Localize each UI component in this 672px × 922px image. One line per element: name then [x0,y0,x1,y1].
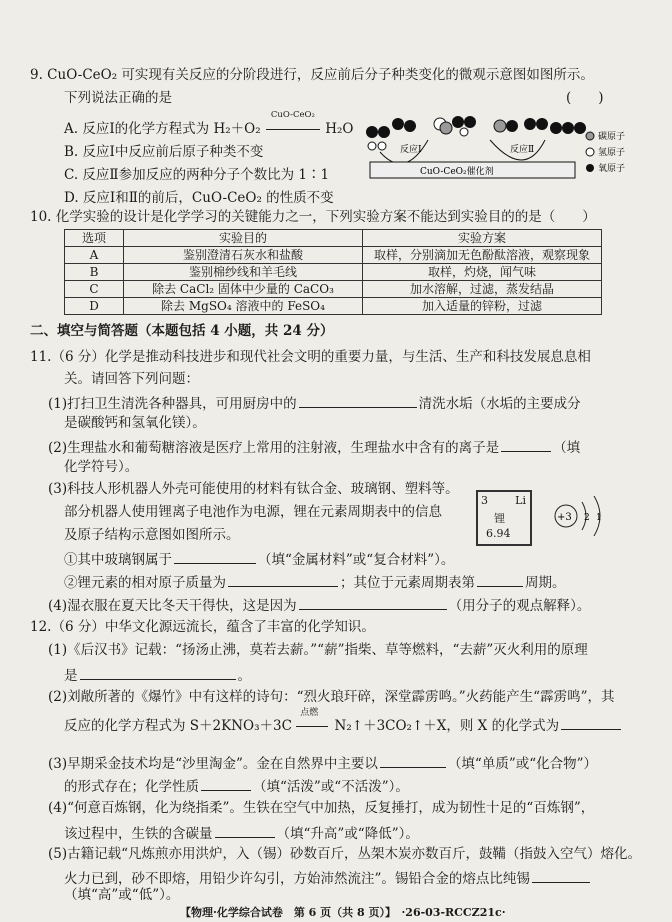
q12-p5-blank[interactable] [532,869,590,883]
legend-oxygen: 氧原子 [598,164,626,174]
catalyst-label: CuO-CeO₂催化剂 [420,167,494,177]
q12-part5-line2 [64,869,592,888]
q9-option-c: C. 反应Ⅱ参加反应的两种分子个数比为 1∶1 [64,167,330,183]
q9-option-b: B. 反应Ⅰ中反应前后原子种类不变 [64,144,264,160]
li-name: 锂 [494,512,505,525]
q11-p3e-text-a: ②锂元素的相对原子质量为 [64,575,226,591]
q11-p3d-text-a: ①其中玻璃钢属于 [64,552,172,568]
header-plan: 实验方案 [363,230,602,247]
q11-part3-q1 [64,550,454,569]
q9-option-a-condition: CuO-CeO₂ [270,110,315,120]
q9-option-a-post: H₂O [325,121,354,137]
q12-p2-condition: 点燃 [300,708,319,718]
table-row [65,298,602,315]
q12-p2-text-a: 反应的化学方程式为 S＋2KNO₃＋3C [64,718,292,734]
q11-p4-text-a: (4)湿衣服在夏天比冬天干得快，这是因为 [48,598,297,614]
q11-p4-text-b: （用分子的观点解释）。 [448,598,591,614]
q11-p3e-text-b: ；其位于元素周期表第 [340,575,475,591]
li-nucleus: +3 [557,512,572,523]
header-purpose: 实验目的 [124,230,363,247]
row-c-option: C [65,281,124,298]
q12-part5-line3: （填“高”或“低”）。 [64,887,180,903]
q11-part3-q2 [64,573,566,592]
row-a-option: A [65,247,124,264]
li-atomic-number: 3 [481,494,488,507]
q11-p3d-blank[interactable] [174,550,256,564]
reaction-arrow [265,110,321,138]
q9-option-a-pre: A. 反应Ⅰ的化学方程式为 H₂＋O₂ [64,121,261,137]
q12-p1-text-a: 是 [64,668,78,684]
q12-p3-blank-1[interactable] [380,754,446,768]
q11-part2-line1 [48,438,580,457]
q11-part3-line1: (3)科技人形机器人外壳可能使用的材料有钛合金、玻璃钢、塑料等。 [48,481,459,497]
row-d-plan: 加入适量的锌粉，过滤 [363,298,602,315]
q11-part1-line2: 是碳酸钙和氢氧化镁）。 [64,415,206,431]
q11-p1-text-a: (1)打扫卫生清洗各种器具，可用厨房中的 [48,396,297,412]
q12-p2-blank[interactable] [561,716,621,730]
q12-part1-line2 [64,666,251,685]
page-footer: 【物理·化学综合试卷 第 6 页（共 8 页）】 ·26-03-RCCZ21c· [180,906,506,919]
q12-stem: 12.（6 分）中华文化源远流长，蕴含了丰富的化学知识。 [30,619,375,635]
table-row [65,247,602,264]
molecule-group-3 [494,118,586,134]
q9-stem-line1: 9. CuO-CeO₂ 可实现有关反应的分阶段进行，反应前后分子种类变化的微观示意图如图所示。 [30,67,594,83]
q12-p4-text-a: 该过程中，生铁的含碳量 [64,826,213,842]
q11-p1-blank[interactable] [299,394,417,408]
legend-hydrogen: 氢原子 [598,148,626,158]
li-shell-1: 2 [584,513,590,523]
q11-p2-blank[interactable] [501,438,551,452]
q11-part3-line2: 部分机器人使用锂离子电池作为电源，锂在元素周期表中的信息 [64,504,442,520]
ignite-arrow [296,708,330,735]
row-b-purpose: 鉴别棉纱线和羊毛线 [124,264,363,281]
q12-part2-line1: (2)刘敞所著的《爆竹》中有这样的诗句：“烈火琅玕碎，深堂霹雳鸣。”火药能产生“霹雳鸣”，其 [48,689,615,705]
header-option: 选项 [65,230,124,247]
q12-p4-blank[interactable] [215,824,275,838]
q12-part1-line1: (1)《后汉书》记载：“扬汤止沸，莫若去薪。”“薪”指柴、草等燃料，“去薪”灭火利用的原理 [48,642,588,658]
q10-experiment-table [64,229,602,315]
q12-part2-line2 [64,708,623,735]
q10-stem: 10. 化学实验的设计是化学学习的关键能力之一，下列实验方案不能达到实验目的的是（ ） [30,209,596,225]
q11-p2-text-b: （填 [553,440,581,456]
q12-part3-line1 [48,754,597,773]
table-row [65,281,602,298]
row-a-plan: 取样，分别滴加无色酚酞溶液，观察现象 [363,247,602,264]
row-b-plan: 取样，灼烧，闻气味 [363,264,602,281]
q12-p5-text-a: 火力已到，砂不即熔，用铅少许勾引，方始沛然流注”。锡铅合金的熔点比纯锡 [64,871,530,887]
q11-p3d-text-b: （填“金属材料”或“复合材料”）。 [258,552,455,568]
q12-p2-text-b: N₂↑＋3CO₂↑＋X，则 X 的化学式为 [334,718,560,734]
q11-part2-line2: 化学符号）。 [64,459,139,475]
q12-p1-text-b: 。 [237,668,251,684]
q11-stem-line1: 11.（6 分）化学是推动科技进步和现代社会文明的重要力量，与生活、生产和科技发展息息相 [30,349,591,365]
q11-part1-line1 [48,394,581,413]
legend-carbon: 碳原子 [598,132,626,142]
q11-part4 [48,596,590,615]
li-mass: 6.94 [486,527,511,540]
q11-p1-text-b: 清洗水垢（水垢的主要成分 [418,396,581,412]
section-2-heading: 二、填空与简答题（本题包括 4 小题，共 24 分） [30,323,334,339]
carbon-atom-icon [586,132,594,140]
row-c-purpose: 除去 CaCl₂ 固体中少量的 CaCO₃ [124,281,363,298]
q9-answer-paren: ( ) [566,90,604,106]
row-c-plan: 加水溶解，过滤，蒸发结晶 [363,281,602,298]
q11-p2-text-a: (2)生理盐水和葡萄糖溶液是医疗上常用的注射液，生理盐水中含有的离子是 [48,440,500,456]
li-symbol: Li [515,494,526,507]
q11-p4-blank[interactable] [299,596,447,610]
reaction-2-label: 反应Ⅱ [510,145,535,155]
q11-p3e-blank-2[interactable] [477,573,523,587]
row-b-option: B [65,264,124,281]
table-header-row [65,230,602,247]
q12-part3-line2 [64,777,409,796]
q11-stem-line2: 关。请回答下列问题： [64,371,199,387]
q12-p3-text-b: （填“单质”或“化合物”） [447,756,598,772]
q12-p3-text-d: （填“活泼”或“不活泼”）。 [253,779,409,795]
lithium-element-cell [476,490,532,546]
row-a-purpose: 鉴别澄清石灰水和盐酸 [124,247,363,264]
q12-p1-blank[interactable] [80,666,236,680]
q12-p4-text-b: （填“升高”或“降低”）。 [276,826,419,842]
q11-p3e-text-c: 周期。 [525,575,566,591]
oxygen-atom-icon [586,164,594,172]
q12-part4-line2 [64,824,419,843]
q11-p3e-blank-1[interactable] [228,573,338,587]
q12-part4-line1: (4)“何意百炼钢，化为绕指柔”。生铁在空气中加热，反复捶打，成为韧性十足的“百炼钢”， [48,800,595,816]
q9-option-d: D. 反应Ⅰ和Ⅱ的前后，CuO-CeO₂ 的性质不变 [64,190,334,206]
q12-p3-text-c: 的形式存在；化学性质 [64,779,199,795]
row-d-option: D [65,298,124,315]
hydrogen-atom-icon [586,148,594,156]
reaction-1-label: 反应Ⅰ [400,145,422,155]
li-shell-2: 1 [596,513,602,523]
q11-part3-line3: 及原子结构示意图如图所示。 [64,527,240,543]
molecule-group-2 [434,116,476,136]
lithium-atom-structure [552,488,612,544]
table-row [65,264,602,281]
q12-p3-blank-2[interactable] [201,777,251,791]
row-d-purpose: 除去 MgSO₄ 溶液中的 FeSO₄ [124,298,363,315]
q9-stem-line2: 下列说法正确的是 [64,90,172,106]
q12-part5-line1: (5)古籍记载“凡炼煎亦用洪炉，入（锡）砂数百斤，丛架木炭亦数百斤，鼓鞴（指鼓入空气）熔化。 [48,846,642,862]
q9-reaction-diagram [360,110,650,190]
q9-option-a [64,110,354,138]
q12-p3-text-a: (3)早期采金技术均是“沙里淘金”。金在自然界中主要以 [48,756,378,772]
